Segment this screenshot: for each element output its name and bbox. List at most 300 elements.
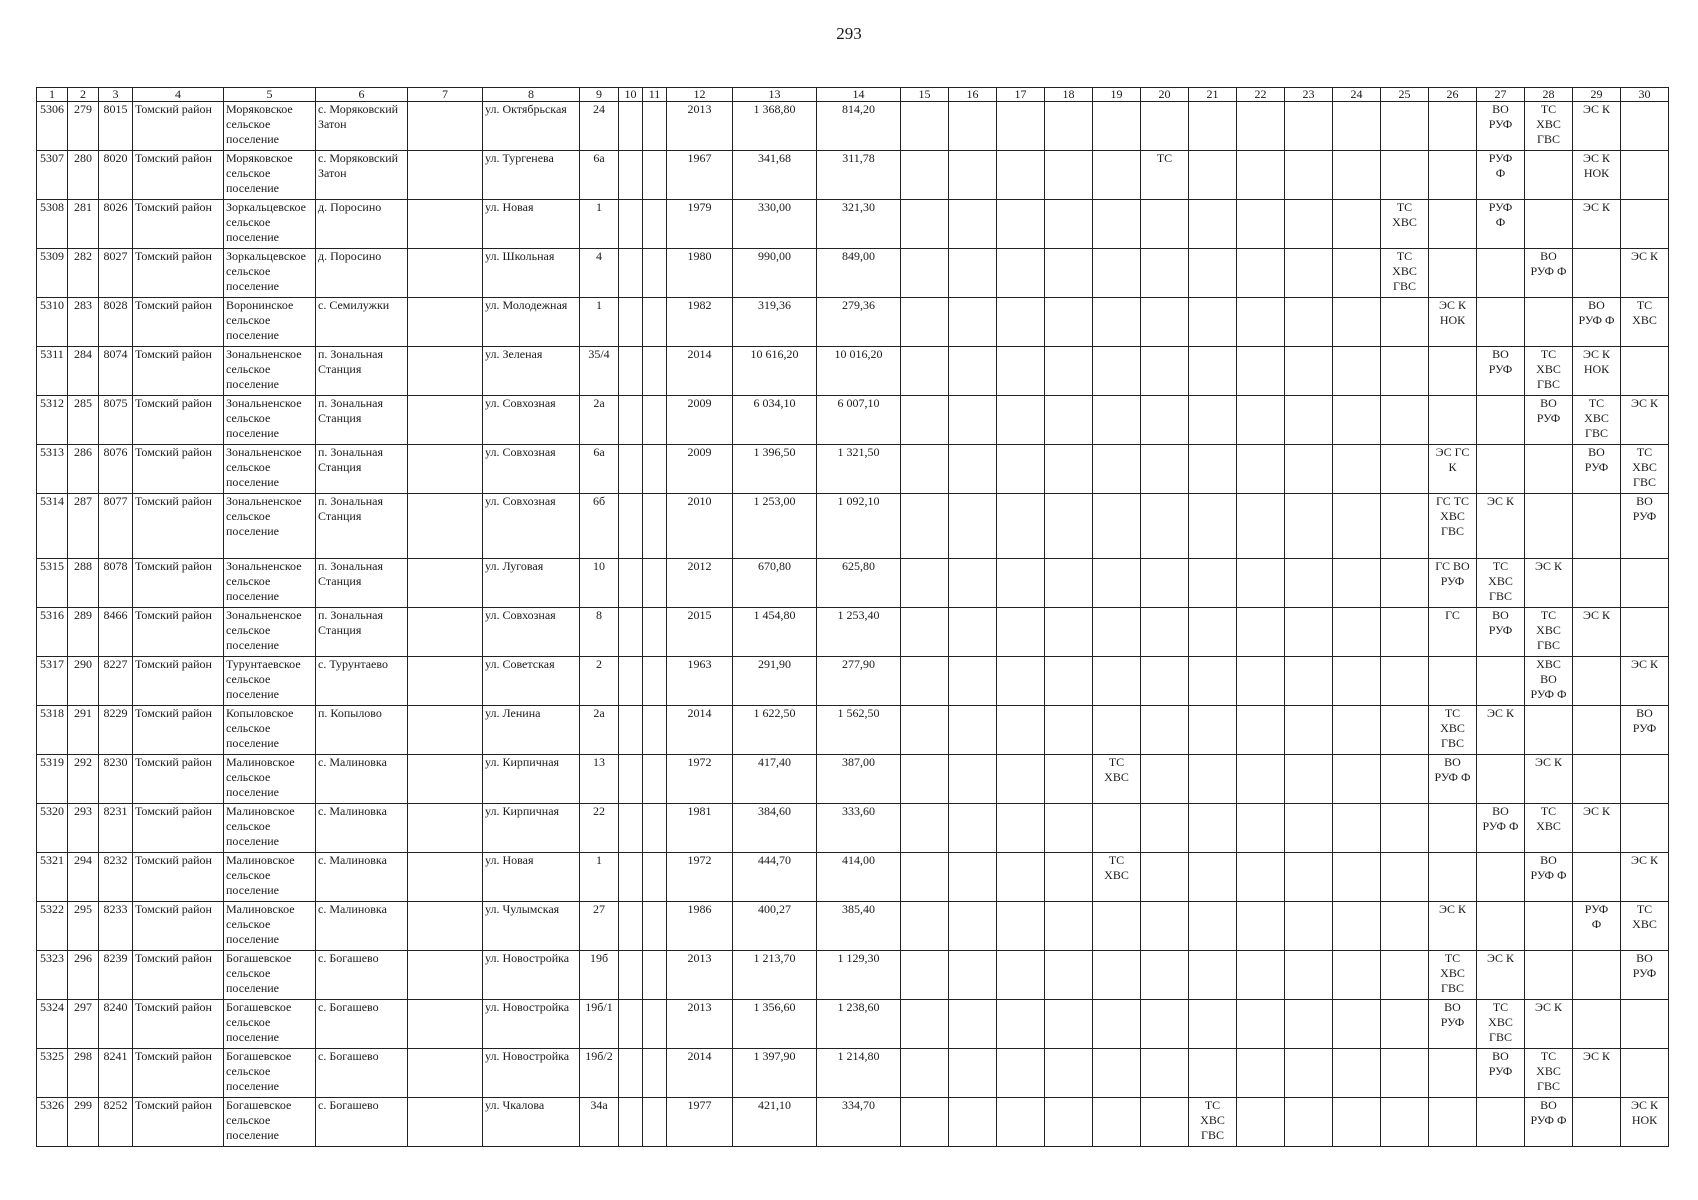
- column-header: 12: [667, 88, 733, 102]
- settlement-cell: Копыловское сельское поселение: [224, 706, 316, 755]
- service-code-cell: [1141, 396, 1189, 445]
- service-code-cell: [1045, 804, 1093, 853]
- service-code-cell: [1045, 951, 1093, 1000]
- empty-cell: [619, 298, 643, 347]
- item-number-cell: 282: [68, 249, 99, 298]
- service-code-cell: [1381, 1049, 1429, 1098]
- service-code-cell: [1189, 151, 1237, 200]
- service-code-cell: [1237, 755, 1285, 804]
- service-code-cell: [901, 102, 949, 151]
- street-cell: ул. Ленина: [483, 706, 580, 755]
- column-header: 24: [1333, 88, 1381, 102]
- service-code-cell: [949, 494, 997, 559]
- street-cell: ул. Зеленая: [483, 347, 580, 396]
- service-code-cell: [1429, 396, 1477, 445]
- service-code-cell: [901, 396, 949, 445]
- living-area-cell: 334,70: [817, 1098, 901, 1147]
- service-code-cell: [1381, 951, 1429, 1000]
- service-code-cell: [1093, 298, 1141, 347]
- empty-cell: [643, 347, 667, 396]
- service-code-cell: [1093, 706, 1141, 755]
- object-id-cell: 8232: [99, 853, 133, 902]
- service-code-cell: ТС ХВС: [1525, 804, 1573, 853]
- service-code-cell: [1093, 1000, 1141, 1049]
- district-cell: Томский район: [133, 494, 224, 559]
- service-code-cell: ТС ХВС ГВС: [1429, 706, 1477, 755]
- column-header: 3: [99, 88, 133, 102]
- service-code-cell: [1045, 657, 1093, 706]
- service-code-cell: [1189, 298, 1237, 347]
- district-cell: Томский район: [133, 298, 224, 347]
- service-code-cell: [1189, 853, 1237, 902]
- service-code-cell: [1285, 657, 1333, 706]
- house-number-cell: 22: [580, 804, 619, 853]
- item-number-cell: 286: [68, 445, 99, 494]
- service-code-cell: [1093, 804, 1141, 853]
- object-id-cell: 8076: [99, 445, 133, 494]
- service-code-cell: ЭС К: [1525, 755, 1573, 804]
- district-cell: Томский район: [133, 396, 224, 445]
- object-id-cell: 8233: [99, 902, 133, 951]
- service-code-cell: [1141, 1049, 1189, 1098]
- total-area-cell: 10 616,20: [733, 347, 817, 396]
- settlement-cell: Зональненское сельское поселение: [224, 396, 316, 445]
- service-code-cell: ЭС К НОК: [1573, 347, 1621, 396]
- district-cell: Томский район: [133, 559, 224, 608]
- service-code-cell: [901, 1098, 949, 1147]
- service-code-cell: ТС ХВС ГВС: [1429, 951, 1477, 1000]
- row-number-cell: 5319: [37, 755, 68, 804]
- empty-cell: [619, 559, 643, 608]
- service-code-cell: [901, 706, 949, 755]
- table-row: [37, 755, 1669, 804]
- service-code-cell: [901, 608, 949, 657]
- service-code-cell: [1093, 347, 1141, 396]
- service-code-cell: ТС ХВС ГВС: [1477, 559, 1525, 608]
- empty-cell: [408, 706, 483, 755]
- empty-cell: [408, 559, 483, 608]
- service-code-cell: [901, 657, 949, 706]
- column-header: 28: [1525, 88, 1573, 102]
- service-code-cell: [1189, 445, 1237, 494]
- street-cell: ул. Тургенева: [483, 151, 580, 200]
- service-code-cell: РУФ Ф: [1477, 200, 1525, 249]
- service-code-cell: ТС ХВС: [1621, 902, 1669, 951]
- empty-cell: [643, 559, 667, 608]
- service-code-cell: [1477, 1098, 1525, 1147]
- service-code-cell: ВО РУФ Ф: [1525, 249, 1573, 298]
- district-cell: Томский район: [133, 445, 224, 494]
- service-code-cell: ГС ТС ХВС ГВС: [1429, 494, 1477, 559]
- service-code-cell: [1381, 706, 1429, 755]
- district-cell: Томский район: [133, 1098, 224, 1147]
- service-code-cell: [1477, 445, 1525, 494]
- street-cell: ул. Совхозная: [483, 494, 580, 559]
- service-code-cell: [1333, 445, 1381, 494]
- empty-cell: [643, 853, 667, 902]
- item-number-cell: 296: [68, 951, 99, 1000]
- service-code-cell: [997, 1000, 1045, 1049]
- object-id-cell: 8015: [99, 102, 133, 151]
- house-number-cell: 4: [580, 249, 619, 298]
- service-code-cell: [1285, 902, 1333, 951]
- house-number-cell: 6а: [580, 445, 619, 494]
- service-code-cell: [1333, 1000, 1381, 1049]
- living-area-cell: 311,78: [817, 151, 901, 200]
- living-area-cell: 1 562,50: [817, 706, 901, 755]
- row-number-cell: 5326: [37, 1098, 68, 1147]
- total-area-cell: 319,36: [733, 298, 817, 347]
- service-code-cell: [1045, 1098, 1093, 1147]
- service-code-cell: [997, 396, 1045, 445]
- year-cell: 1972: [667, 853, 733, 902]
- street-cell: ул. Луговая: [483, 559, 580, 608]
- empty-cell: [619, 249, 643, 298]
- service-code-cell: [1429, 657, 1477, 706]
- service-code-cell: [1141, 608, 1189, 657]
- service-code-cell: [1045, 706, 1093, 755]
- empty-cell: [619, 102, 643, 151]
- buildings-table: [36, 87, 1669, 1147]
- living-area-cell: 333,60: [817, 804, 901, 853]
- service-code-cell: [901, 951, 949, 1000]
- year-cell: 1981: [667, 804, 733, 853]
- empty-cell: [643, 902, 667, 951]
- service-code-cell: [1093, 608, 1141, 657]
- object-id-cell: 8231: [99, 804, 133, 853]
- total-area-cell: 1 622,50: [733, 706, 817, 755]
- service-code-cell: [1237, 494, 1285, 559]
- service-code-cell: ВО РУФ: [1573, 445, 1621, 494]
- service-code-cell: [1093, 151, 1141, 200]
- service-code-cell: [1141, 706, 1189, 755]
- street-cell: ул. Советская: [483, 657, 580, 706]
- service-code-cell: [997, 200, 1045, 249]
- service-code-cell: [1237, 804, 1285, 853]
- service-code-cell: [1237, 951, 1285, 1000]
- column-header: 9: [580, 88, 619, 102]
- row-number-cell: 5315: [37, 559, 68, 608]
- service-code-cell: [1333, 804, 1381, 853]
- service-code-cell: ВО РУФ: [1477, 347, 1525, 396]
- service-code-cell: [901, 902, 949, 951]
- living-area-cell: 414,00: [817, 853, 901, 902]
- empty-cell: [619, 804, 643, 853]
- service-code-cell: [1525, 151, 1573, 200]
- service-code-cell: [1045, 1049, 1093, 1098]
- service-code-cell: [901, 804, 949, 853]
- empty-cell: [619, 151, 643, 200]
- object-id-cell: 8229: [99, 706, 133, 755]
- service-code-cell: [1429, 249, 1477, 298]
- service-code-cell: ТС ХВС ГВС: [1525, 347, 1573, 396]
- row-number-cell: 5323: [37, 951, 68, 1000]
- empty-cell: [643, 445, 667, 494]
- service-code-cell: [1141, 298, 1189, 347]
- service-code-cell: ЭС К: [1477, 494, 1525, 559]
- service-code-cell: [997, 151, 1045, 200]
- item-number-cell: 290: [68, 657, 99, 706]
- service-code-cell: [1237, 445, 1285, 494]
- service-code-cell: [1045, 347, 1093, 396]
- service-code-cell: [1333, 396, 1381, 445]
- service-code-cell: [901, 249, 949, 298]
- service-code-cell: [949, 902, 997, 951]
- service-code-cell: [1285, 102, 1333, 151]
- service-code-cell: ЭС К: [1573, 804, 1621, 853]
- service-code-cell: ВО РУФ: [1621, 706, 1669, 755]
- service-code-cell: [1189, 347, 1237, 396]
- object-id-cell: 8027: [99, 249, 133, 298]
- service-code-cell: [1189, 902, 1237, 951]
- row-number-cell: 5312: [37, 396, 68, 445]
- service-code-cell: [1381, 151, 1429, 200]
- column-header: 11: [643, 88, 667, 102]
- living-area-cell: 279,36: [817, 298, 901, 347]
- service-code-cell: [997, 298, 1045, 347]
- service-code-cell: [997, 657, 1045, 706]
- total-area-cell: 400,27: [733, 902, 817, 951]
- service-code-cell: [1189, 200, 1237, 249]
- service-code-cell: [1525, 706, 1573, 755]
- service-code-cell: [1477, 853, 1525, 902]
- service-code-cell: ТС ХВС ГВС: [1381, 249, 1429, 298]
- settlement-cell: Малиновское сельское поселение: [224, 804, 316, 853]
- house-number-cell: 19б/2: [580, 1049, 619, 1098]
- service-code-cell: [949, 657, 997, 706]
- service-code-cell: [997, 249, 1045, 298]
- service-code-cell: [1189, 1000, 1237, 1049]
- item-number-cell: 285: [68, 396, 99, 445]
- locality-cell: п. Зональная Станция: [316, 445, 408, 494]
- column-header: 25: [1381, 88, 1429, 102]
- service-code-cell: [949, 102, 997, 151]
- service-code-cell: [1381, 657, 1429, 706]
- service-code-cell: [1045, 559, 1093, 608]
- service-code-cell: [1189, 396, 1237, 445]
- service-code-cell: [1381, 804, 1429, 853]
- service-code-cell: [1429, 804, 1477, 853]
- service-code-cell: [901, 151, 949, 200]
- table-row: [37, 298, 1669, 347]
- house-number-cell: 35/4: [580, 347, 619, 396]
- district-cell: Томский район: [133, 706, 224, 755]
- empty-cell: [643, 151, 667, 200]
- column-header: 29: [1573, 88, 1621, 102]
- living-area-cell: 1 092,10: [817, 494, 901, 559]
- service-code-cell: [1237, 200, 1285, 249]
- empty-cell: [408, 200, 483, 249]
- column-header: 26: [1429, 88, 1477, 102]
- item-number-cell: 281: [68, 200, 99, 249]
- settlement-cell: Зональненское сельское поселение: [224, 445, 316, 494]
- living-area-cell: 1 238,60: [817, 1000, 901, 1049]
- service-code-cell: [1093, 657, 1141, 706]
- house-number-cell: 8: [580, 608, 619, 657]
- service-code-cell: ВО РУФ: [1429, 1000, 1477, 1049]
- item-number-cell: 294: [68, 853, 99, 902]
- living-area-cell: 321,30: [817, 200, 901, 249]
- empty-cell: [643, 200, 667, 249]
- row-number-cell: 5321: [37, 853, 68, 902]
- service-code-cell: [949, 706, 997, 755]
- service-code-cell: [1237, 347, 1285, 396]
- service-code-cell: [1621, 200, 1669, 249]
- locality-cell: п. Зональная Станция: [316, 347, 408, 396]
- district-cell: Томский район: [133, 200, 224, 249]
- house-number-cell: 6а: [580, 151, 619, 200]
- total-area-cell: 6 034,10: [733, 396, 817, 445]
- locality-cell: п. Зональная Станция: [316, 396, 408, 445]
- service-code-cell: РУФ Ф: [1477, 151, 1525, 200]
- table-row: [37, 902, 1669, 951]
- total-area-cell: 1 396,50: [733, 445, 817, 494]
- service-code-cell: [997, 853, 1045, 902]
- locality-cell: с. Малиновка: [316, 804, 408, 853]
- service-code-cell: [1141, 1000, 1189, 1049]
- street-cell: ул. Новая: [483, 200, 580, 249]
- service-code-cell: [1333, 1049, 1381, 1098]
- service-code-cell: [1285, 347, 1333, 396]
- table-row: [37, 445, 1669, 494]
- service-code-cell: [1381, 494, 1429, 559]
- empty-cell: [408, 902, 483, 951]
- house-number-cell: 34а: [580, 1098, 619, 1147]
- service-code-cell: [1621, 1000, 1669, 1049]
- service-code-cell: [997, 559, 1045, 608]
- year-cell: 1982: [667, 298, 733, 347]
- object-id-cell: 8077: [99, 494, 133, 559]
- table-row: [37, 1000, 1669, 1049]
- service-code-cell: ВО РУФ: [1525, 396, 1573, 445]
- service-code-cell: [1093, 445, 1141, 494]
- service-code-cell: [1045, 151, 1093, 200]
- service-code-cell: [1381, 102, 1429, 151]
- service-code-cell: [997, 951, 1045, 1000]
- column-header: 18: [1045, 88, 1093, 102]
- service-code-cell: [1477, 902, 1525, 951]
- service-code-cell: [1573, 657, 1621, 706]
- service-code-cell: [1333, 1098, 1381, 1147]
- service-code-cell: [997, 102, 1045, 151]
- house-number-cell: 19б: [580, 951, 619, 1000]
- service-code-cell: [1141, 1098, 1189, 1147]
- year-cell: 2013: [667, 951, 733, 1000]
- settlement-cell: Зональненское сельское поселение: [224, 559, 316, 608]
- locality-cell: п. Зональная Станция: [316, 559, 408, 608]
- locality-cell: д. Поросино: [316, 200, 408, 249]
- house-number-cell: 27: [580, 902, 619, 951]
- service-code-cell: ЭС К НОК: [1429, 298, 1477, 347]
- service-code-cell: [1621, 347, 1669, 396]
- empty-cell: [619, 755, 643, 804]
- service-code-cell: [949, 151, 997, 200]
- locality-cell: с. Богашево: [316, 951, 408, 1000]
- service-code-cell: [949, 200, 997, 249]
- service-code-cell: [1237, 1000, 1285, 1049]
- service-code-cell: ХВС ВО РУФ Ф: [1525, 657, 1573, 706]
- service-code-cell: [1333, 951, 1381, 1000]
- service-code-cell: [901, 347, 949, 396]
- item-number-cell: 284: [68, 347, 99, 396]
- district-cell: Томский район: [133, 1049, 224, 1098]
- service-code-cell: ЭС К: [1621, 249, 1669, 298]
- district-cell: Томский район: [133, 608, 224, 657]
- item-number-cell: 299: [68, 1098, 99, 1147]
- street-cell: ул. Новостройка: [483, 1000, 580, 1049]
- service-code-cell: [949, 347, 997, 396]
- service-code-cell: ВО РУФ Ф: [1525, 1098, 1573, 1147]
- page-number: 293: [836, 24, 862, 43]
- empty-cell: [408, 494, 483, 559]
- service-code-cell: [1333, 608, 1381, 657]
- street-cell: ул. Новостройка: [483, 951, 580, 1000]
- house-number-cell: 24: [580, 102, 619, 151]
- settlement-cell: Богашевское сельское поселение: [224, 1000, 316, 1049]
- service-code-cell: [1429, 853, 1477, 902]
- row-number-cell: 5325: [37, 1049, 68, 1098]
- settlement-cell: Зональненское сельское поселение: [224, 494, 316, 559]
- table-row: [37, 559, 1669, 608]
- service-code-cell: [1477, 298, 1525, 347]
- street-cell: ул. Октябрьская: [483, 102, 580, 151]
- object-id-cell: 8075: [99, 396, 133, 445]
- service-code-cell: [901, 445, 949, 494]
- service-code-cell: [1621, 1049, 1669, 1098]
- service-code-cell: [1189, 755, 1237, 804]
- service-code-cell: [1285, 608, 1333, 657]
- total-area-cell: 1 397,90: [733, 1049, 817, 1098]
- locality-cell: с. Малиновка: [316, 755, 408, 804]
- year-cell: 1967: [667, 151, 733, 200]
- living-area-cell: 1 214,80: [817, 1049, 901, 1098]
- column-header: 7: [408, 88, 483, 102]
- service-code-cell: [1477, 249, 1525, 298]
- service-code-cell: [1141, 494, 1189, 559]
- empty-cell: [643, 249, 667, 298]
- item-number-cell: 292: [68, 755, 99, 804]
- table-row: [37, 102, 1669, 151]
- service-code-cell: [901, 1049, 949, 1098]
- service-code-cell: [1429, 151, 1477, 200]
- service-code-cell: [1333, 249, 1381, 298]
- service-code-cell: ЭС К: [1477, 951, 1525, 1000]
- service-code-cell: [1381, 347, 1429, 396]
- service-code-cell: [1477, 657, 1525, 706]
- service-code-cell: [1045, 902, 1093, 951]
- empty-cell: [619, 902, 643, 951]
- service-code-cell: [1141, 853, 1189, 902]
- year-cell: 1972: [667, 755, 733, 804]
- service-code-cell: [1141, 755, 1189, 804]
- service-code-cell: [1573, 755, 1621, 804]
- locality-cell: с. Малиновка: [316, 902, 408, 951]
- service-code-cell: [1381, 1098, 1429, 1147]
- service-code-cell: [1333, 559, 1381, 608]
- object-id-cell: 8252: [99, 1098, 133, 1147]
- service-code-cell: [1237, 902, 1285, 951]
- column-header: 16: [949, 88, 997, 102]
- empty-cell: [643, 298, 667, 347]
- empty-cell: [643, 1000, 667, 1049]
- row-number-cell: 5308: [37, 200, 68, 249]
- total-area-cell: 417,40: [733, 755, 817, 804]
- service-code-cell: [997, 1049, 1045, 1098]
- service-code-cell: [1333, 298, 1381, 347]
- table-row: [37, 706, 1669, 755]
- column-header: 8: [483, 88, 580, 102]
- service-code-cell: [1093, 1098, 1141, 1147]
